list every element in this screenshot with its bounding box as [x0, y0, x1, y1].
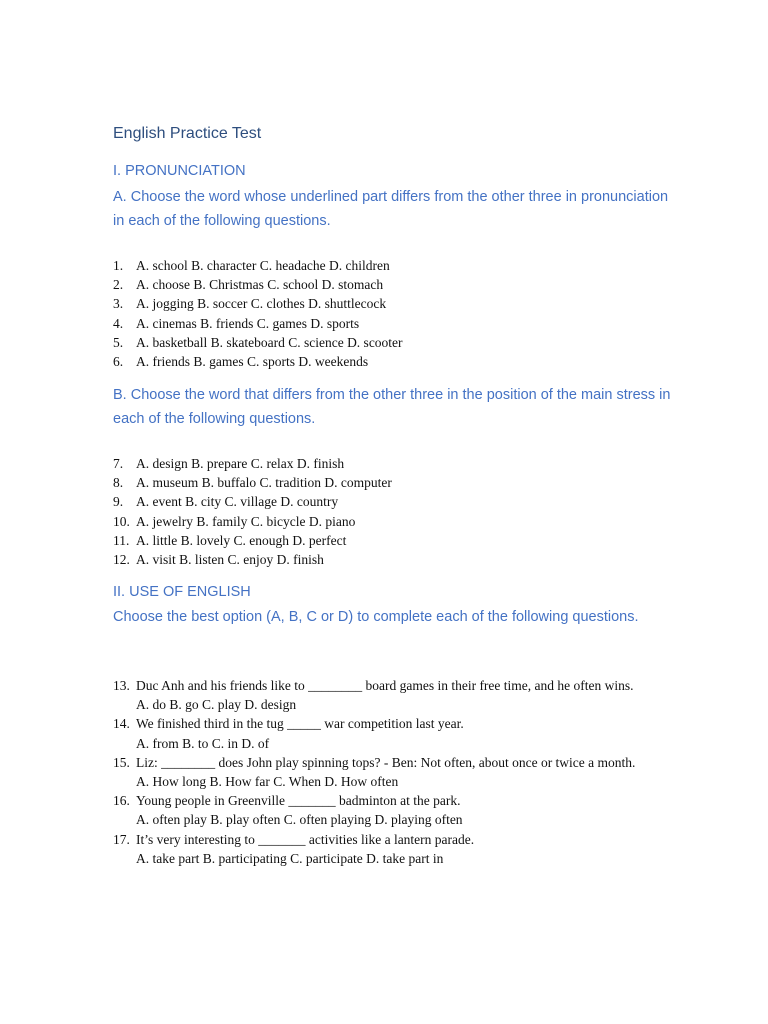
answer-options: A. take part B. participating C. participate D. take part in	[136, 850, 444, 866]
question-text: It’s very interesting to _______ activities like a lantern parade.	[136, 831, 475, 847]
question-text: Duc Anh and his friends like to ________ board games in their free time, and he often wins.	[136, 678, 634, 693]
question-number: 6.	[113, 354, 124, 370]
question-number: 12.	[113, 552, 130, 568]
question-text: A. visit B. listen C. enjoy D. finish	[136, 552, 324, 568]
answer-options: A. How long B. How far C. When D. How often	[136, 774, 399, 790]
question-text: A. jogging B. soccer C. clothes D. shuttlecock	[136, 296, 387, 312]
question-item	[113, 275, 656, 294]
question-number: 9.	[113, 494, 124, 510]
question-text: A. cinemas B. friends C. games D. sports	[136, 315, 360, 331]
question-item	[113, 676, 656, 714]
question-item	[113, 791, 656, 829]
instruction-part-b: B. Choose the word that differs from the other three in the position of the main stress in each of the following questions.	[113, 387, 671, 427]
question-item	[113, 473, 656, 492]
question-text: A. friends B. games C. sports D. weekends	[136, 354, 369, 370]
question-item	[113, 314, 656, 333]
question-text: Young people in Greenville _______ badminton at the park.	[136, 793, 461, 809]
answer-options: A. from B. to C. in D. of	[136, 735, 270, 751]
question-item	[113, 531, 656, 550]
question-number: 16.	[113, 793, 130, 809]
question-number: 11.	[113, 532, 130, 548]
question-number: 2.	[113, 277, 124, 293]
question-number: 7.	[113, 456, 124, 471]
question-text: A. jewelry B. family C. bicycle D. piano	[136, 513, 356, 529]
question-text: A. school B. character C. headache D. children	[136, 258, 390, 273]
question-item	[113, 512, 656, 531]
question-item	[113, 256, 656, 275]
question-text: A. event B. city C. village D. country	[136, 494, 339, 510]
question-number: 17.	[113, 831, 130, 847]
question-number: 5.	[113, 334, 124, 350]
instruction-use-of-english: Choose the best option (A, B, C or D) to complete each of the following questions.	[113, 609, 639, 625]
question-text: A. design B. prepare C. relax D. finish	[136, 456, 345, 471]
question-number: 14.	[113, 716, 130, 732]
question-item	[113, 753, 656, 791]
question-number: 4.	[113, 315, 124, 331]
question-list-part-b	[113, 454, 656, 569]
question-item	[113, 333, 656, 352]
question-number: 15.	[113, 754, 130, 770]
question-item	[113, 830, 656, 868]
answer-options: A. do B. go C. play D. design	[136, 697, 297, 713]
question-text: Liz: ________ does John play spinning tops? - Ben: Not often, about once or twice a month.	[136, 754, 636, 770]
question-item	[113, 714, 656, 752]
question-text: A. basketball B. skateboard C. science D. scooter	[136, 334, 403, 350]
question-list-use-of-english	[113, 676, 656, 868]
question-item	[113, 454, 656, 473]
answer-options: A. often play B. play often C. often playing D. playing often	[136, 812, 463, 828]
section-heading-use-of-english: II. USE OF ENGLISH	[113, 584, 251, 600]
question-number: 1.	[113, 258, 124, 273]
question-list-part-a	[113, 256, 656, 371]
question-item	[113, 492, 656, 511]
question-item	[113, 550, 656, 569]
question-number: 3.	[113, 296, 124, 312]
question-text: We finished third in the tug _____ war competition last year.	[136, 716, 464, 732]
section-heading-pronunciation: I. PRONUNCIATION	[113, 163, 246, 179]
question-item	[113, 352, 656, 371]
question-text: A. little B. lovely C. enough D. perfect	[136, 532, 347, 548]
question-text: A. museum B. buffalo C. tradition D. computer	[136, 475, 392, 491]
question-item	[113, 294, 656, 313]
page-title: English Practice Test	[113, 125, 262, 142]
question-text: A. choose B. Christmas C. school D. stomach	[136, 277, 384, 293]
instruction-part-a: A. Choose the word whose underlined part differs from the other three in pronunciation in each of the following questions.	[113, 189, 669, 229]
question-number: 8.	[113, 475, 124, 491]
question-number: 10.	[113, 513, 130, 529]
question-number: 13.	[113, 678, 130, 693]
